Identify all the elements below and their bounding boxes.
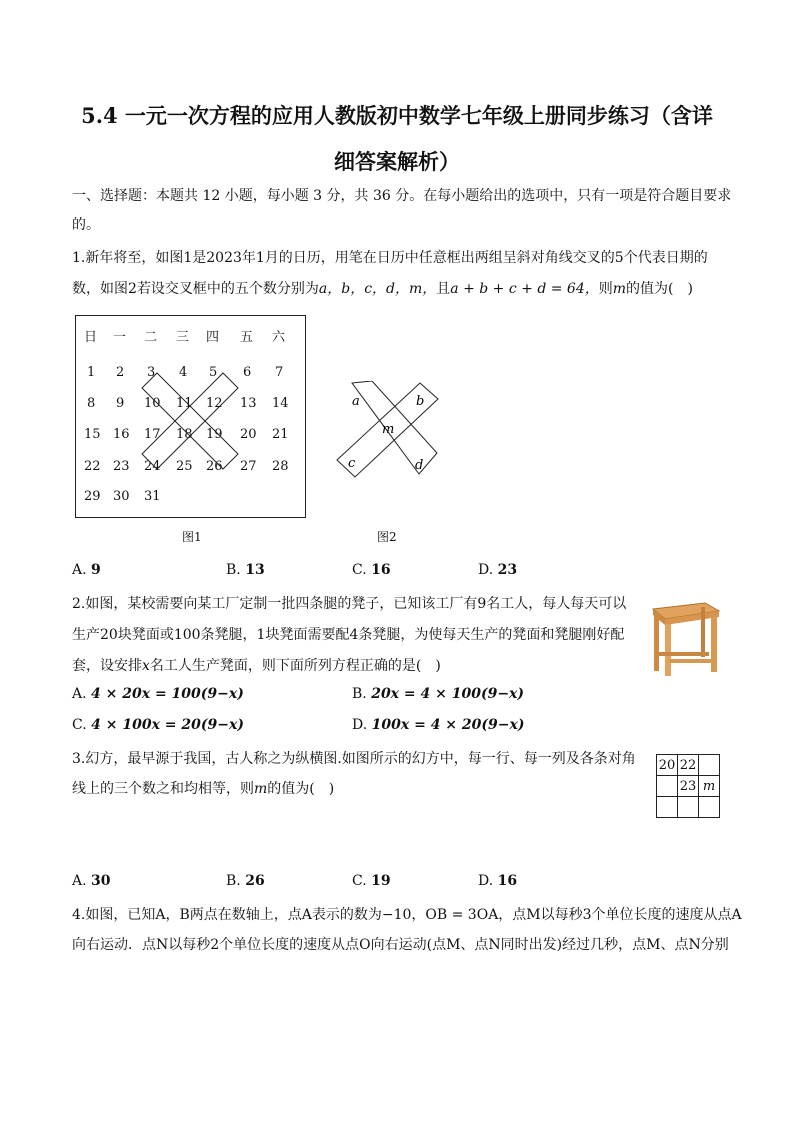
calendar-day: 23 bbox=[113, 459, 130, 474]
calendar-day: 25 bbox=[176, 459, 193, 474]
calendar-day: 16 bbox=[113, 427, 130, 442]
calendar-day: 15 bbox=[84, 427, 101, 442]
calendar-day: 28 bbox=[272, 459, 289, 474]
magic-cell: 22 bbox=[678, 755, 699, 776]
q1-option-c: C. 16 bbox=[352, 562, 391, 578]
magic-cell bbox=[699, 755, 720, 776]
q3-text-line1: 3.幻方，最早源于我国，古人称之为纵横图.如图所示的幻方中，每一行、每一列及各条对角 bbox=[72, 751, 636, 767]
magic-square bbox=[656, 754, 720, 818]
calendar-day: 7 bbox=[275, 365, 284, 380]
calendar-day: 31 bbox=[144, 489, 161, 504]
magic-cell: 23 bbox=[678, 776, 699, 797]
calendar-cross-frames bbox=[76, 316, 305, 517]
q3-option-b: B. 26 bbox=[226, 873, 265, 889]
q1-text-line2: 数，如图2若设交叉框中的五个数分别为a，b，c，d，m，且a + b + c + d = 64，则m的值为( ) bbox=[72, 281, 693, 297]
q3-option-d: D. 16 bbox=[478, 873, 518, 889]
calendar-day: 11 bbox=[176, 396, 193, 411]
calendar-weekday: 日 bbox=[84, 330, 98, 345]
q2-text-line2: 生产20块凳面或100条凳腿，1块凳面需要配4条凳腿，为使每天生产的凳面和凳腿刚好配 bbox=[72, 627, 625, 643]
section-header-cont: 的。 bbox=[72, 217, 100, 233]
calendar-day: 10 bbox=[144, 396, 161, 411]
magic-cell: 20 bbox=[657, 755, 678, 776]
q3-option-a: A. 30 bbox=[72, 873, 111, 889]
calendar-weekday: 二 bbox=[144, 330, 158, 345]
calendar-day: 21 bbox=[272, 427, 289, 442]
fig2-label-a: a bbox=[352, 394, 360, 409]
calendar-day: 1 bbox=[87, 365, 96, 380]
cross-band-diagonal-up bbox=[142, 373, 238, 469]
calendar-weekday: 一 bbox=[113, 330, 127, 345]
q1-option-d: D. 23 bbox=[478, 562, 518, 578]
q1-option-a: A. 9 bbox=[72, 562, 101, 578]
page-title: 5.4 一元一次方程的应用人教版初中数学七年级上册同步练习（含详 bbox=[81, 103, 713, 128]
calendar-day: 18 bbox=[176, 427, 193, 442]
calendar-weekday: 六 bbox=[272, 330, 286, 345]
magic-cell bbox=[699, 797, 720, 818]
calendar-figure bbox=[75, 315, 306, 518]
calendar-day: 6 bbox=[243, 365, 252, 380]
q2-option-d: D. 100x = 4 × 20(9−x) bbox=[352, 717, 525, 733]
calendar-weekday: 三 bbox=[176, 330, 190, 345]
q1-text-line1: 1.新年将至，如图1是2023年1月的日历，用笔在日历中任意框出两组呈斜对角线交叉的5个代表日期的 bbox=[72, 250, 708, 266]
calendar-day: 26 bbox=[206, 459, 223, 474]
calendar-day: 22 bbox=[84, 459, 101, 474]
calendar-day: 20 bbox=[240, 427, 257, 442]
fig2-label-b: b bbox=[416, 394, 425, 409]
magic-cell: m bbox=[699, 776, 720, 797]
calendar-day: 4 bbox=[179, 365, 188, 380]
calendar-day: 2 bbox=[116, 365, 125, 380]
stool-image bbox=[645, 597, 722, 677]
q2-text-line3: 套，设安排x名工人生产凳面，则下面所列方程正确的是( ) bbox=[72, 658, 441, 674]
q2-option-a: A. 4 × 20x = 100(9−x) bbox=[72, 686, 244, 702]
calendar-day: 19 bbox=[206, 427, 223, 442]
q2-option-c: C. 4 × 100x = 20(9−x) bbox=[72, 717, 244, 733]
page-title-line2: 细答案解析） bbox=[334, 149, 460, 174]
calendar-day: 30 bbox=[113, 489, 130, 504]
fig2-label-d: d bbox=[415, 458, 424, 473]
q4-text-line1: 4.如图，已知A，B两点在数轴上，点A表示的数为−10，OB = 3OA，点M以每秒3个单位长度的速度从点A bbox=[72, 907, 742, 923]
magic-cell bbox=[657, 776, 678, 797]
fig2-label-m: m bbox=[382, 422, 395, 437]
section-header: 一、选择题：本题共 12 小题，每小题 3 分，共 36 分。在每小题给出的选项中，只有一项是符合题目要求 bbox=[72, 188, 732, 204]
calendar-day: 27 bbox=[240, 459, 257, 474]
cross-band-diagonal-down bbox=[142, 373, 238, 469]
q3-option-c: C. 19 bbox=[352, 873, 391, 889]
calendar-day: 8 bbox=[87, 396, 96, 411]
figure2-cross bbox=[335, 381, 440, 478]
calendar-day: 14 bbox=[272, 396, 289, 411]
magic-cell bbox=[657, 797, 678, 818]
calendar-day: 5 bbox=[209, 365, 218, 380]
calendar-day: 9 bbox=[116, 396, 125, 411]
q3-text-line2: 线上的三个数之和均相等，则m的值为( ) bbox=[72, 781, 335, 797]
calendar-day: 24 bbox=[144, 459, 161, 474]
calendar-day: 12 bbox=[206, 396, 223, 411]
magic-cell bbox=[678, 797, 699, 818]
fig2-caption: 图2 bbox=[377, 530, 397, 544]
calendar-weekday: 四 bbox=[206, 330, 220, 345]
calendar-weekday: 五 bbox=[240, 330, 254, 345]
q4-text-line2: 向右运动．点N以每秒2个单位长度的速度从点O向右运动(点M、点N同时出发)经过几秒，点M、点N分别 bbox=[72, 937, 729, 953]
fig1-caption: 图1 bbox=[182, 530, 202, 544]
q2-option-b: B. 20x = 4 × 100(9−x) bbox=[352, 686, 525, 702]
calendar-day: 13 bbox=[240, 396, 257, 411]
calendar-day: 17 bbox=[144, 427, 161, 442]
fig2-label-c: c bbox=[348, 456, 356, 471]
q1-option-b: B. 13 bbox=[226, 562, 265, 578]
q2-text-line1: 2.如图，某校需要向某工厂定制一批四条腿的凳子，已知该工厂有9名工人，每人每天可以 bbox=[72, 596, 627, 612]
calendar-day: 29 bbox=[84, 489, 101, 504]
calendar-day: 3 bbox=[147, 365, 156, 380]
